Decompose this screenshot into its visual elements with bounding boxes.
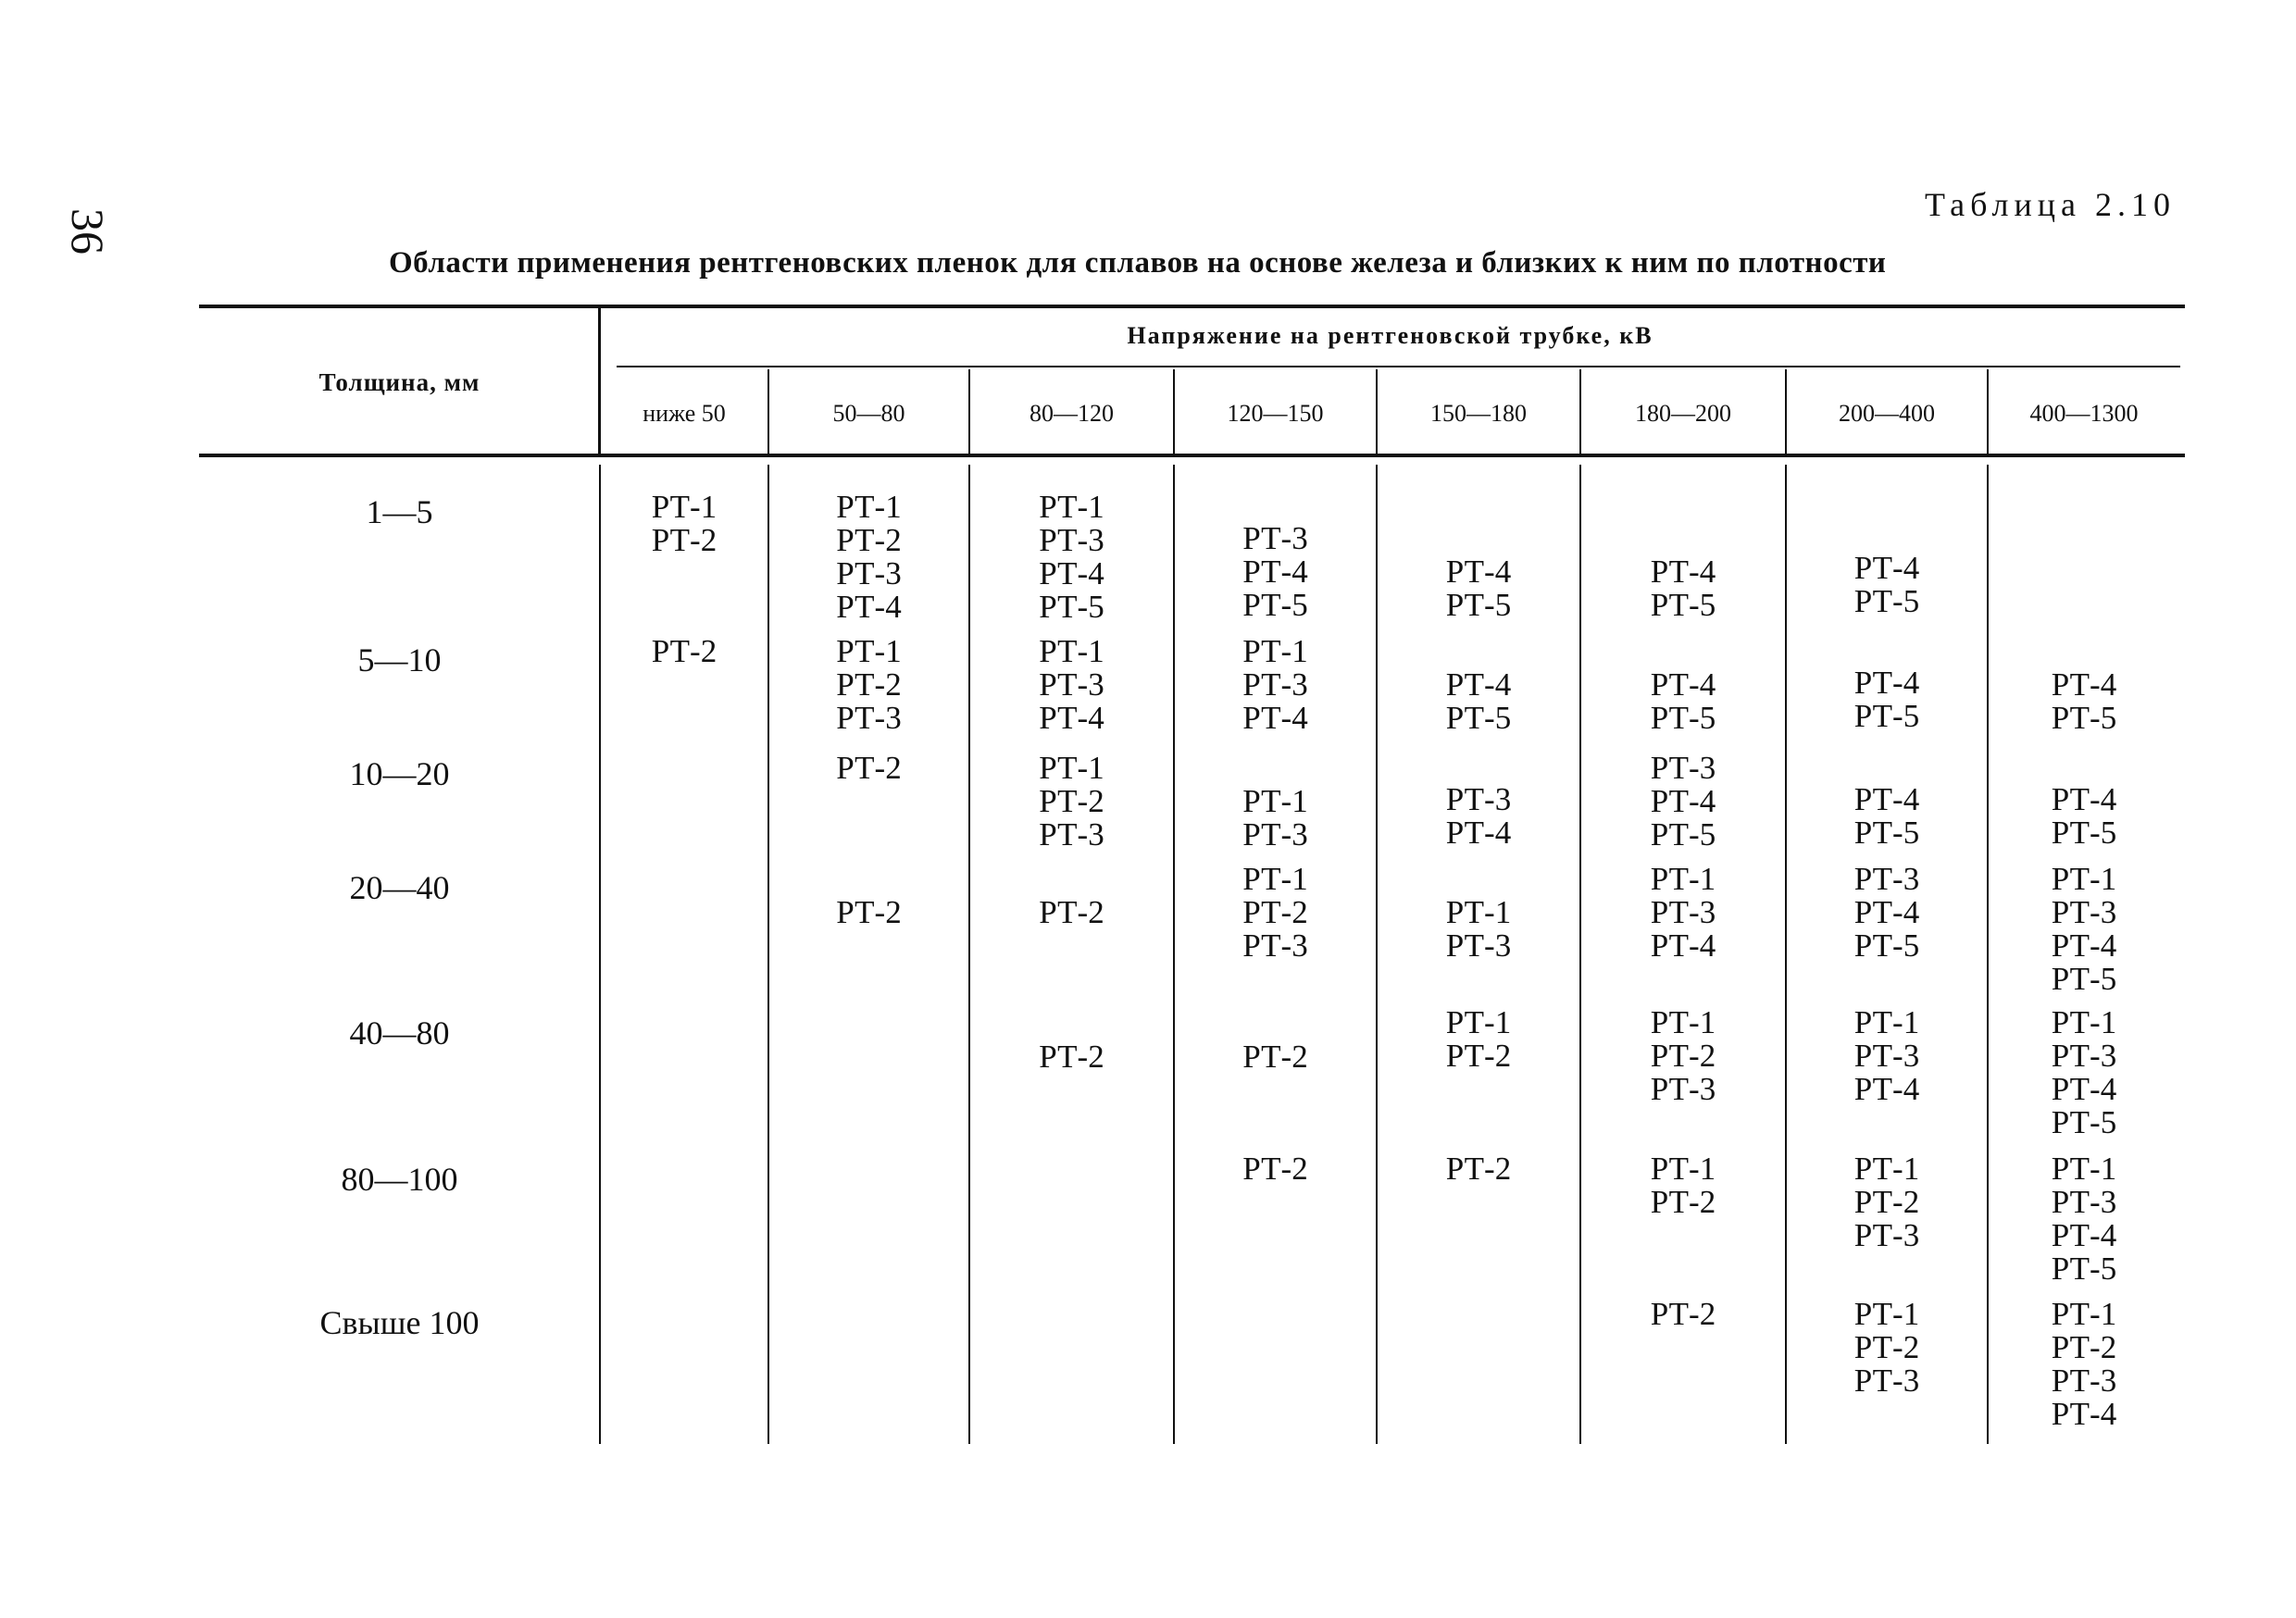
film-type: РТ-3 bbox=[1650, 750, 1716, 786]
film-type: РТ-2 bbox=[1242, 1039, 1308, 1075]
film-type: РТ-1 bbox=[1853, 1151, 1920, 1187]
body-divider bbox=[1579, 465, 1581, 1444]
film-type: РТ-3 bbox=[1445, 781, 1512, 817]
film-type: РТ-3 bbox=[2051, 1363, 2117, 1399]
body-divider bbox=[1987, 465, 1989, 1444]
film-type: РТ-2 bbox=[651, 522, 718, 558]
table-cell bbox=[2052, 783, 2116, 850]
film-type: РТ-4 bbox=[1650, 554, 1716, 590]
film-type: РТ-5 bbox=[1242, 587, 1308, 623]
film-type: РТ-5 bbox=[1853, 927, 1920, 964]
table-cell bbox=[1039, 752, 1104, 852]
film-type: РТ-5 bbox=[2051, 1251, 2117, 1287]
film-type: РТ-1 bbox=[2051, 1296, 2117, 1332]
film-type: РТ-3 bbox=[1853, 1363, 1920, 1399]
film-type: РТ-5 bbox=[1853, 583, 1920, 619]
film-type: РТ-1 bbox=[1039, 633, 1104, 669]
film-type: РТ-3 bbox=[1242, 927, 1308, 964]
film-type: РТ-3 bbox=[1853, 1038, 1920, 1074]
column-divider bbox=[767, 369, 769, 454]
table-cell bbox=[1242, 785, 1307, 852]
table-cell bbox=[1446, 783, 1511, 850]
film-type: РТ-1 bbox=[1242, 633, 1308, 669]
film-type: РТ-4 bbox=[1242, 554, 1308, 590]
film-type: РТ-3 bbox=[1242, 816, 1308, 853]
film-type: РТ-1 bbox=[1853, 1296, 1920, 1332]
thickness-divider bbox=[598, 305, 601, 454]
column-header: 180—200 bbox=[1635, 400, 1731, 427]
film-type: РТ-3 bbox=[1853, 861, 1920, 897]
column-header: 200—400 bbox=[1839, 400, 1935, 427]
film-type: РТ-2 bbox=[836, 750, 902, 786]
body-divider bbox=[599, 465, 601, 1444]
row-label: 40—80 bbox=[349, 1014, 450, 1052]
film-type: РТ-1 bbox=[1650, 1004, 1716, 1040]
film-type: РТ-5 bbox=[1853, 698, 1920, 734]
film-type: РТ-1 bbox=[1853, 1004, 1920, 1040]
film-type: РТ-1 bbox=[651, 489, 718, 525]
film-type: РТ-5 bbox=[2051, 961, 2117, 997]
film-type: РТ-5 bbox=[1445, 587, 1512, 623]
table-cell bbox=[2052, 1298, 2116, 1431]
film-type: РТ-3 bbox=[2051, 1038, 2117, 1074]
table-cell bbox=[1446, 1152, 1511, 1186]
film-type: РТ-5 bbox=[1445, 700, 1512, 736]
table-cell bbox=[652, 635, 717, 668]
table-cell bbox=[1854, 1006, 1919, 1106]
column-header: ниже 50 bbox=[643, 400, 726, 427]
film-type: РТ-4 bbox=[1853, 550, 1920, 586]
column-divider bbox=[1376, 369, 1378, 454]
row-label: 20—40 bbox=[349, 869, 450, 906]
table-cell bbox=[1242, 635, 1307, 735]
film-type: РТ-4 bbox=[1650, 666, 1716, 703]
film-type: РТ-5 bbox=[2051, 1104, 2117, 1140]
film-type: РТ-5 bbox=[1853, 815, 1920, 851]
film-type: РТ-1 bbox=[1650, 861, 1716, 897]
body-divider bbox=[1785, 465, 1787, 1444]
body-divider bbox=[1173, 465, 1175, 1444]
table-cell bbox=[1651, 863, 1716, 963]
table-cell bbox=[836, 635, 901, 735]
table-cell bbox=[2052, 1152, 2116, 1286]
body-divider bbox=[767, 465, 769, 1444]
film-type: РТ-1 bbox=[2051, 861, 2117, 897]
film-type: РТ-1 bbox=[1039, 489, 1104, 525]
film-type: РТ-2 bbox=[1039, 894, 1104, 930]
table-cell bbox=[1854, 1152, 1919, 1252]
film-type: РТ-1 bbox=[836, 489, 902, 525]
film-type: РТ-2 bbox=[1650, 1038, 1716, 1074]
table-cell bbox=[836, 752, 901, 785]
film-type: РТ-4 bbox=[1445, 815, 1512, 851]
film-type: РТ-3 bbox=[1039, 522, 1104, 558]
film-type: РТ-4 bbox=[1039, 700, 1104, 736]
film-type: РТ-2 bbox=[836, 522, 902, 558]
column-divider bbox=[1579, 369, 1581, 454]
film-type: РТ-4 bbox=[2051, 1217, 2117, 1253]
film-type: РТ-4 bbox=[2051, 1396, 2117, 1432]
film-type: РТ-4 bbox=[1039, 555, 1104, 591]
page-number: 36 bbox=[62, 208, 114, 255]
header-bottom-rule bbox=[199, 454, 2185, 457]
film-type: РТ-3 bbox=[1039, 816, 1104, 853]
film-type: РТ-4 bbox=[1853, 665, 1920, 701]
film-type: РТ-4 bbox=[2051, 781, 2117, 817]
table-cell bbox=[1651, 1298, 1716, 1331]
column-header: 150—180 bbox=[1430, 400, 1527, 427]
film-type: РТ-4 bbox=[1242, 700, 1308, 736]
row-label: 1—5 bbox=[366, 493, 433, 530]
film-type: РТ-2 bbox=[2051, 1329, 2117, 1365]
film-type: РТ-2 bbox=[1039, 1039, 1104, 1075]
table-cell bbox=[2052, 668, 2116, 735]
film-type: РТ-1 bbox=[836, 633, 902, 669]
film-type: РТ-2 bbox=[1650, 1296, 1716, 1332]
column-divider bbox=[1173, 369, 1175, 454]
film-type: РТ-2 bbox=[1242, 894, 1308, 930]
table-cell bbox=[1854, 863, 1919, 963]
row-label: 5—10 bbox=[357, 641, 442, 678]
film-type: РТ-5 bbox=[1650, 816, 1716, 853]
table-cell bbox=[2052, 863, 2116, 996]
column-divider bbox=[968, 369, 970, 454]
thickness-header: Толщина, мм bbox=[318, 368, 480, 396]
film-type: РТ-2 bbox=[1039, 783, 1104, 819]
film-type: РТ-1 bbox=[1039, 750, 1104, 786]
table-cell bbox=[1242, 522, 1307, 622]
film-type: РТ-1 bbox=[1242, 783, 1308, 819]
film-type: РТ-3 bbox=[2051, 894, 2117, 930]
film-type: РТ-2 bbox=[836, 894, 902, 930]
film-type: РТ-1 bbox=[1650, 1151, 1716, 1187]
film-type: РТ-3 bbox=[1853, 1217, 1920, 1253]
column-header: 120—150 bbox=[1227, 400, 1324, 427]
film-type: РТ-4 bbox=[2051, 666, 2117, 703]
table-cell bbox=[1446, 668, 1511, 735]
table-cell bbox=[1446, 1006, 1511, 1073]
film-type: РТ-4 bbox=[2051, 927, 2117, 964]
table-cell bbox=[1446, 896, 1511, 963]
film-type: РТ-4 bbox=[1853, 894, 1920, 930]
film-type: РТ-4 bbox=[1853, 781, 1920, 817]
film-type: РТ-4 bbox=[1445, 666, 1512, 703]
table-label: Таблица 2.10 bbox=[1925, 186, 2176, 223]
film-type: РТ-4 bbox=[1445, 554, 1512, 590]
table-cell bbox=[1854, 1298, 1919, 1398]
table-cell bbox=[1039, 635, 1104, 735]
film-type: РТ-5 bbox=[1650, 587, 1716, 623]
table-cell bbox=[1039, 896, 1104, 929]
film-type: РТ-3 bbox=[1039, 666, 1104, 703]
film-type: РТ-2 bbox=[1445, 1151, 1512, 1187]
voltage-rule bbox=[617, 366, 2180, 367]
film-type: РТ-5 bbox=[2051, 815, 2117, 851]
film-type: РТ-3 bbox=[1650, 894, 1716, 930]
film-type: РТ-3 bbox=[1445, 927, 1512, 964]
table-cell bbox=[836, 491, 901, 624]
film-type: РТ-1 bbox=[2051, 1151, 2117, 1187]
table-cell bbox=[1651, 1006, 1716, 1106]
body-divider bbox=[968, 465, 970, 1444]
film-type: РТ-1 bbox=[1445, 1004, 1512, 1040]
film-type: РТ-4 bbox=[1853, 1071, 1920, 1107]
column-header: 400—1300 bbox=[2029, 400, 2139, 427]
film-type: РТ-3 bbox=[836, 700, 902, 736]
column-header: 80—120 bbox=[1029, 400, 1114, 427]
film-type: РТ-3 bbox=[1242, 666, 1308, 703]
film-type: РТ-2 bbox=[1445, 1038, 1512, 1074]
table-cell bbox=[2052, 1006, 2116, 1139]
table-cell bbox=[1854, 783, 1919, 850]
film-type: РТ-5 bbox=[2051, 700, 2117, 736]
table-cell bbox=[1651, 668, 1716, 735]
table-cell bbox=[1854, 552, 1919, 618]
film-type: РТ-3 bbox=[1650, 1071, 1716, 1107]
film-type: РТ-2 bbox=[651, 633, 718, 669]
film-type: РТ-3 bbox=[836, 555, 902, 591]
top-rule bbox=[199, 305, 2185, 308]
film-type: РТ-3 bbox=[2051, 1184, 2117, 1220]
table-cell bbox=[1651, 1152, 1716, 1219]
film-type: РТ-4 bbox=[2051, 1071, 2117, 1107]
film-type: РТ-5 bbox=[1650, 700, 1716, 736]
film-type: РТ-4 bbox=[836, 589, 902, 625]
film-type: РТ-3 bbox=[1242, 520, 1308, 556]
table-cell bbox=[1854, 666, 1919, 733]
film-type: РТ-1 bbox=[2051, 1004, 2117, 1040]
table-cell bbox=[1039, 1040, 1104, 1074]
table-cell bbox=[1446, 555, 1511, 622]
film-type: РТ-1 bbox=[1242, 861, 1308, 897]
film-type: РТ-2 bbox=[836, 666, 902, 703]
voltage-header: Напряжение на рентгеновской трубке, кВ bbox=[1127, 322, 1653, 349]
film-type: РТ-2 bbox=[1853, 1329, 1920, 1365]
table-cell bbox=[836, 896, 901, 929]
film-type: РТ-2 bbox=[1650, 1184, 1716, 1220]
table-cell bbox=[1039, 491, 1104, 624]
film-type: РТ-4 bbox=[1650, 783, 1716, 819]
film-type: РТ-2 bbox=[1853, 1184, 1920, 1220]
table-cell bbox=[1651, 752, 1716, 852]
row-label: 10—20 bbox=[349, 755, 450, 792]
table-cell bbox=[1651, 555, 1716, 622]
table-cell bbox=[1242, 863, 1307, 963]
film-type: РТ-5 bbox=[1039, 589, 1104, 625]
table-cell bbox=[1242, 1152, 1307, 1186]
column-divider bbox=[1785, 369, 1787, 454]
column-header: 50—80 bbox=[832, 400, 905, 427]
body-divider bbox=[1376, 465, 1378, 1444]
film-type: РТ-1 bbox=[1445, 894, 1512, 930]
column-divider bbox=[1987, 369, 1989, 454]
table-title: Области применения рентгеновских пленок для сплавов на основе железа и близких к ним по плотности bbox=[389, 246, 1887, 280]
table-cell bbox=[652, 491, 717, 557]
row-label: 80—100 bbox=[341, 1161, 458, 1198]
row-label: Свыше 100 bbox=[319, 1304, 480, 1341]
film-type: РТ-4 bbox=[1650, 927, 1716, 964]
table-cell bbox=[1242, 1040, 1307, 1074]
film-type: РТ-2 bbox=[1242, 1151, 1308, 1187]
